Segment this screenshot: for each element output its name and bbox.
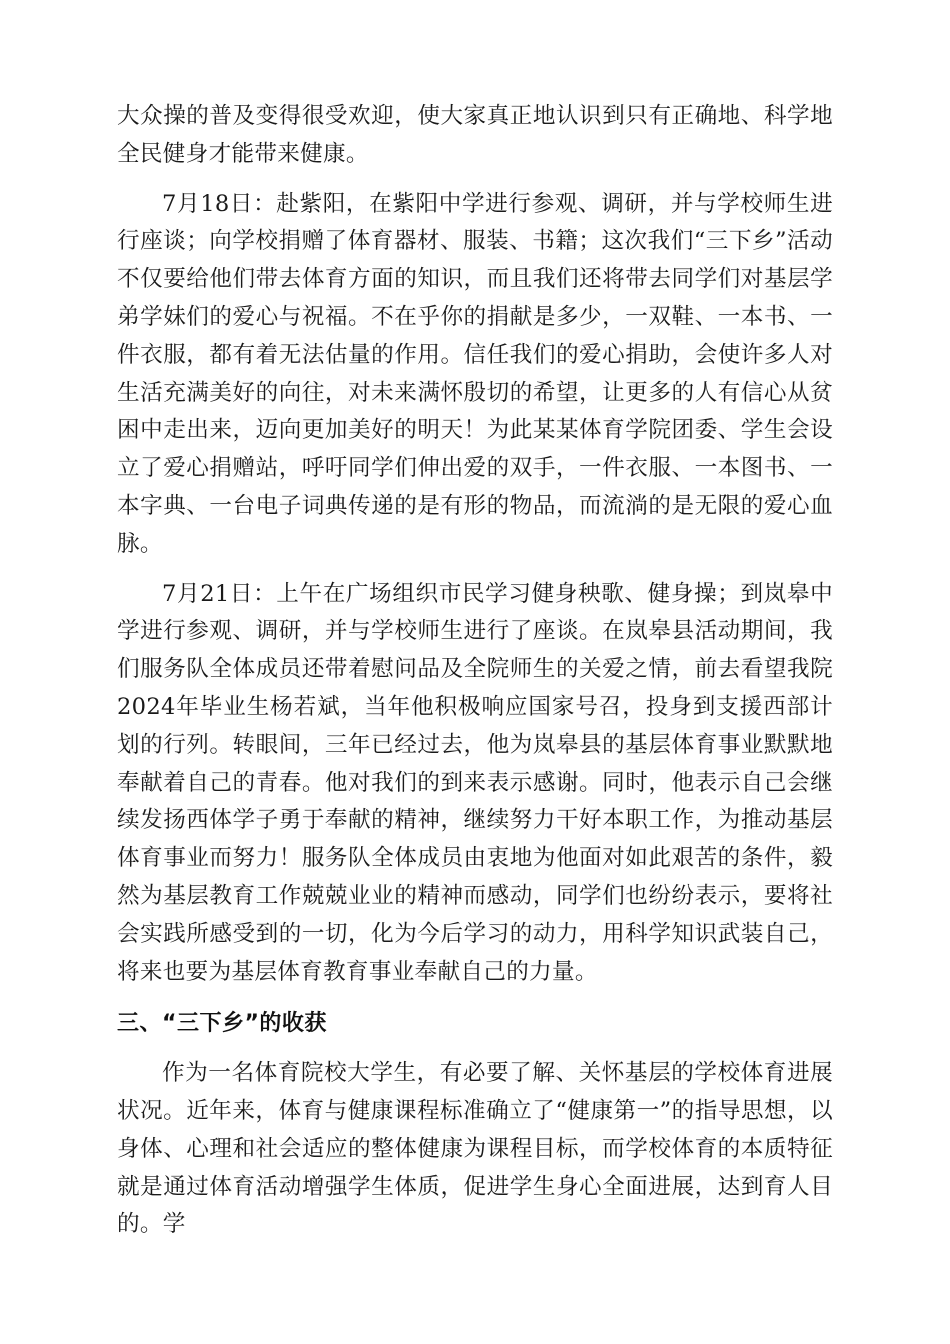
paragraph-july-21: 7月21日：上午在广场组织市民学习健身秧歌、健身操；到岚皋中学进行参观、调研，并与学校师生进行了座谈。在岚皋县活动期间，我们服务队全体成员还带着慰问品及全院师生的关爱之情，前去看望我院2024年毕业生杨若斌，当年他积极响应国家号召，投身到支援西部计划的行列。转眼间，三年已经过去，他为岚皋县的基层体育事业默默地奉献着自己的青春。他对我们的到来表示感谢。同时，他表示自己会继续发扬西体学子勇于奉献的精神，继续努力干好本职工作，为推动基层体育事业而努力！服务队全体成员由衷地为他面对如此艰苦的条件，毅然为基层教育工作兢兢业业的精神而感动，同学们也纷纷表示，要将社会实践所感受到的一切，化为今后学习的动力，用科学知识武装自己，将来也要为基层体育教育事业奉献自己的力量。 [117, 580, 833, 985]
paragraph-continuation: 大众操的普及变得很受欢迎，使大家真正地认识到只有正确地、科学地全民健身才能带来健康。 [117, 103, 833, 167]
paragraph-july-18: 7月18日：赴紫阳，在紫阳中学进行参观、调研，并与学校师生进行座谈；向学校捐赠了体育器材、服装、书籍；这次我们“三下乡”活动不仅要给他们带去体育方面的知识，而且我们还将带去同学们对基层学弟学妹们的爱心与祝福。不在乎你的捐献是多少，一双鞋、一本书、一件衣服，都有着无法估量的作用。信任我们的爱心捐助，会使许多人对生活充满美好的向往，对未来满怀殷切的希望，让更多的人有信心从贫困中走出来，迈向更加美好的明天！为此某某体育学院团委、学生会设立了爱心捐赠站，呼吁同学们伸出爱的双手，一件衣服、一本图书、一本字典、一台电子词典传递的是有形的物品，而流淌的是无限的爱心血脉。 [117, 190, 833, 557]
paragraph-harvest: 作为一名体育院校大学生，有必要了解、关怀基层的学校体育进展状况。近年来，体育与健康课程标准确立了“健康第一”的指导思想，以身体、心理和社会适应的整体健康为课程目标，而学校体育的本质特征就是通过体育活动增强学生体质，促进学生身心全面进展，达到育人目的。学 [117, 1060, 833, 1238]
document-body [117, 98, 833, 1244]
section-heading: 三、“三下乡”的收获 [117, 1011, 327, 1037]
